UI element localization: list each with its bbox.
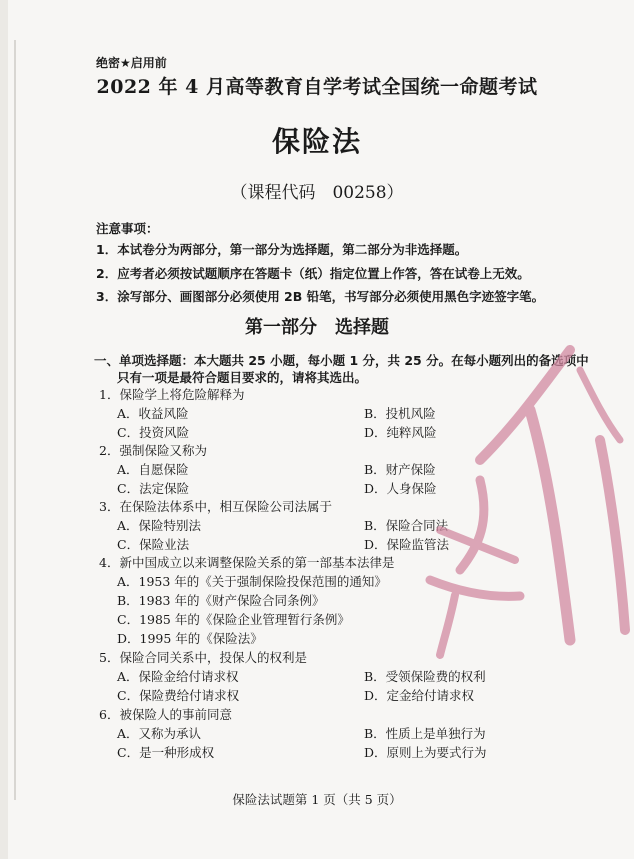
note-item: 3．涂写部分、画图部分必须使用 2B 铅笔，书写部分必须使用黑色字迹签字笔。 [96,289,545,304]
course-code: （课程代码 00258） [230,183,404,203]
part-title: 第一部分 选择题 [245,317,389,338]
question-stem: 3．在保险法体系中，相互保险公司法属于 [99,499,332,514]
watermark-brush-stroke [420,330,634,660]
option-a: A．保险特别法 [117,518,202,533]
option-b: B．性质上是单独行为 [364,726,486,741]
option-d: D．1995 年的《保险法》 [117,631,263,646]
question-stem: 1．保险学上将危险解释为 [99,387,245,402]
question-stem: 5．保险合同关系中，投保人的权利是 [99,650,307,665]
section-instruction: 一、单项选择题：本大题共 25 小题，每小题 1 分，共 25 分。在每小题列出的备选项中 [94,353,589,368]
subject-title: 保险法 [271,125,362,158]
option-d: D．原则上为要式行为 [364,745,487,760]
option-d: D．纯粹风险 [364,425,437,440]
option-b: B．保险合同法 [364,518,449,533]
option-a: A．收益风险 [117,406,189,421]
section-instruction-cont: 只有一项是最符合题目要求的，请将其选出。 [117,370,368,385]
option-a: A．自愿保险 [117,462,189,477]
question-stem: 2．强制保险又称为 [99,443,207,458]
note-item: 2．应考者必须按试题顺序在答题卡（纸）指定位置上作答，答在试卷上无效。 [96,266,530,281]
option-c: C．保险业法 [117,537,190,552]
page-footer: 保险法试题第 1 页（共 5 页） [232,792,402,807]
option-d: D．保险监管法 [364,537,450,552]
option-b: B．投机风险 [364,406,436,421]
note-item: 1．本试卷分为两部分，第一部分为选择题，第二部分为非选择题。 [96,242,468,257]
option-b: B．1983 年的《财产保险合同条例》 [117,593,325,608]
option-c: C．1985 年的《保险企业管理暂行条例》 [117,612,350,627]
option-b: B．财产保险 [364,462,436,477]
option-d: D．人身保险 [364,481,437,496]
exam-title: 2022 年 4 月高等教育自学考试全国统一命题考试 [96,76,538,98]
notes-heading: 注意事项： [96,221,159,236]
option-a: A．保险金给付请求权 [117,669,239,684]
option-c: C．是一种形成权 [117,745,215,760]
secret-label: 绝密★启用前 [96,56,167,70]
option-c: C．投资风险 [117,425,190,440]
option-b: B．受领保险费的权利 [364,669,486,684]
question-stem: 4．新中国成立以来调整保险关系的第一部基本法律是 [99,555,395,570]
option-c: C．保险费给付请求权 [117,688,240,703]
option-d: D．定金给付请求权 [364,688,475,703]
option-c: C．法定保险 [117,481,190,496]
option-a: A．又称为承认 [117,726,202,741]
option-a: A．1953 年的《关于强制保险投保范围的通知》 [117,574,387,589]
question-stem: 6．被保险人的事前同意 [99,707,232,722]
